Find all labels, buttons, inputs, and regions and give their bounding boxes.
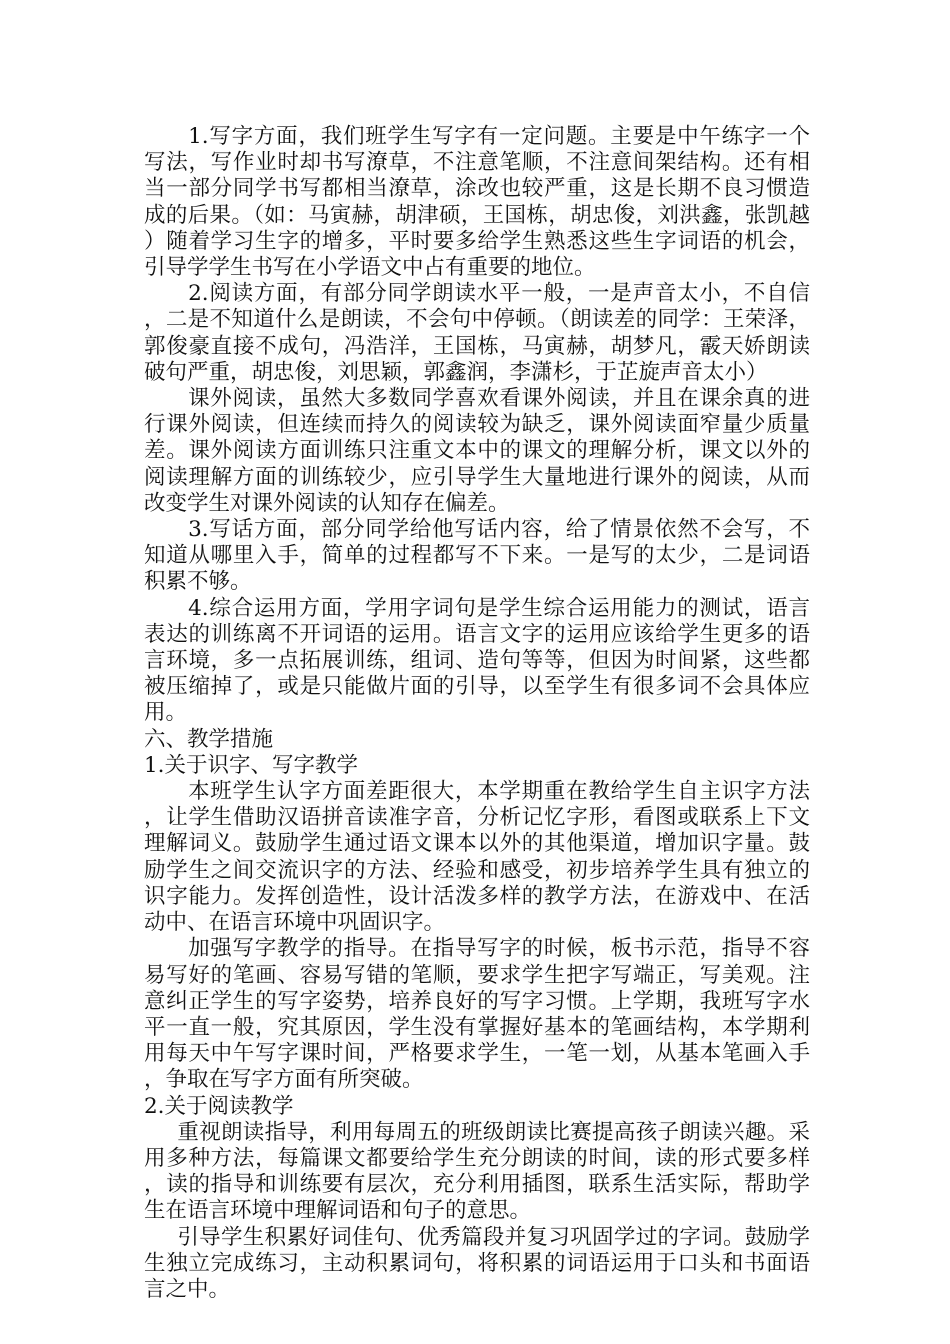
document-page xyxy=(144,124,810,1303)
paragraph-extracurricular-reading: 课外阅读，虽然大多数同学喜欢看课外阅读，并且在课余真的进行课外阅读，但连续而持久的阅读较为缺乏，课外阅读面窄量少质量差。课外阅读方面训练只注重文本中的课文的理解分析，课文以外的阅读理解方面的训练较少，应引导学生大量地进行课外的阅读，从而改变学生对课外阅读的认知存在偏差。 xyxy=(144,386,810,516)
paragraph-literacy-methods: 本班学生认字方面差距很大，本学期重在教给学生自主识字方法，让学生借助汉语拼音读准字音，分析记忆字形，看图或联系上下文理解词义。鼓励学生通过语文课本以外的其他渠道，增加识字量。鼓励学生之间交流识字的方法、经验和感受，初步培养学生具有独立的识字能力。发挥创造性，设计活泼多样的教学方法，在游戏中、在活动中、在语言环境中巩固识字。 xyxy=(144,779,810,936)
paragraph-comprehensive-use: 4.综合运用方面，学用字词句是学生综合运用能力的测试，语言表达的训练离不开词语的运用。语言文字的运用应该给学生更多的语言环境，多一点拓展训练，组词、造句等等，但因为时间紧，这些都被压缩掉了，或是只能做片面的引导，以至学生有很多词不会具体应用。 xyxy=(144,595,810,726)
paragraph-writing-guidance: 加强写字教学的指导。在指导写字的时候，板书示范，指导不容易写好的笔画、容易写错的笔顺，要求学生把字写端正，写美观。注意纠正学生的写字姿势，培养良好的写字习惯。上学期，我班写字水平一直一般，究其原因，学生没有掌握好基本的笔画结构，本学期利用每天中午写字课时间，严格要求学生，一笔一划，从基本笔画入手，争取在写字方面有所突破。 xyxy=(144,936,810,1093)
paragraph-composition: 3.写话方面，部分同学给他写话内容，给了情景依然不会写，不知道从哪里入手，简单的过程都写不下来。一是写的太少，二是词语积累不够。 xyxy=(144,517,810,595)
section-heading-teaching-measures: 六、教学措施 xyxy=(144,726,274,752)
subheading-reading-teaching: 2.关于阅读教学 xyxy=(144,1093,294,1119)
paragraph-writing: 1.写字方面，我们班学生写字有一定问题。主要是中午练字一个写法，写作业时却书写潦草，不注意笔顺，不注意间架结构。还有相当一部分同学书写都相当潦草，涂改也较严重，这是长期不良习惯造成的后果。（如：马寅赫，胡津硕，王国栋，胡忠俊，刘洪鑫，张凯越）随着学习生字的增多，平时要多给学生熟悉这些生字词语的机会，引导学学生书写在小学语文中占有重要的地位。 xyxy=(144,124,810,281)
paragraph-accumulation: 引导学生积累好词佳句、优秀篇段并复习巩固学过的字词。鼓励学生独立完成练习，主动积累词句，将积累的词语运用于口头和书面语言之中。 xyxy=(144,1224,810,1302)
subheading-literacy-writing: 1.关于识字、写字教学 xyxy=(144,752,359,778)
paragraph-reading: 2.阅读方面，有部分同学朗读水平一般，一是声音太小，不自信，二是不知道什么是朗读，不会句中停顿。（朗读差的同学：王荣泽，郭俊豪直接不成句，冯浩洋，王国栋，马寅赫，胡梦凡，霰天娇朗读破句严重，胡忠俊，刘思颖，郭鑫润，李潇杉，于芷旋声音太小） xyxy=(144,281,810,385)
paragraph-reading-guidance: 重视朗读指导，利用每周五的班级朗读比赛提高孩子朗读兴趣。采用多种方法，每篇课文都要给学生充分朗读的时间，读的形式要多样，读的指导和训练要有层次，充分利用插图，联系生活实际，帮助学生在语言环境中理解词语和句子的意思。 xyxy=(144,1119,810,1224)
